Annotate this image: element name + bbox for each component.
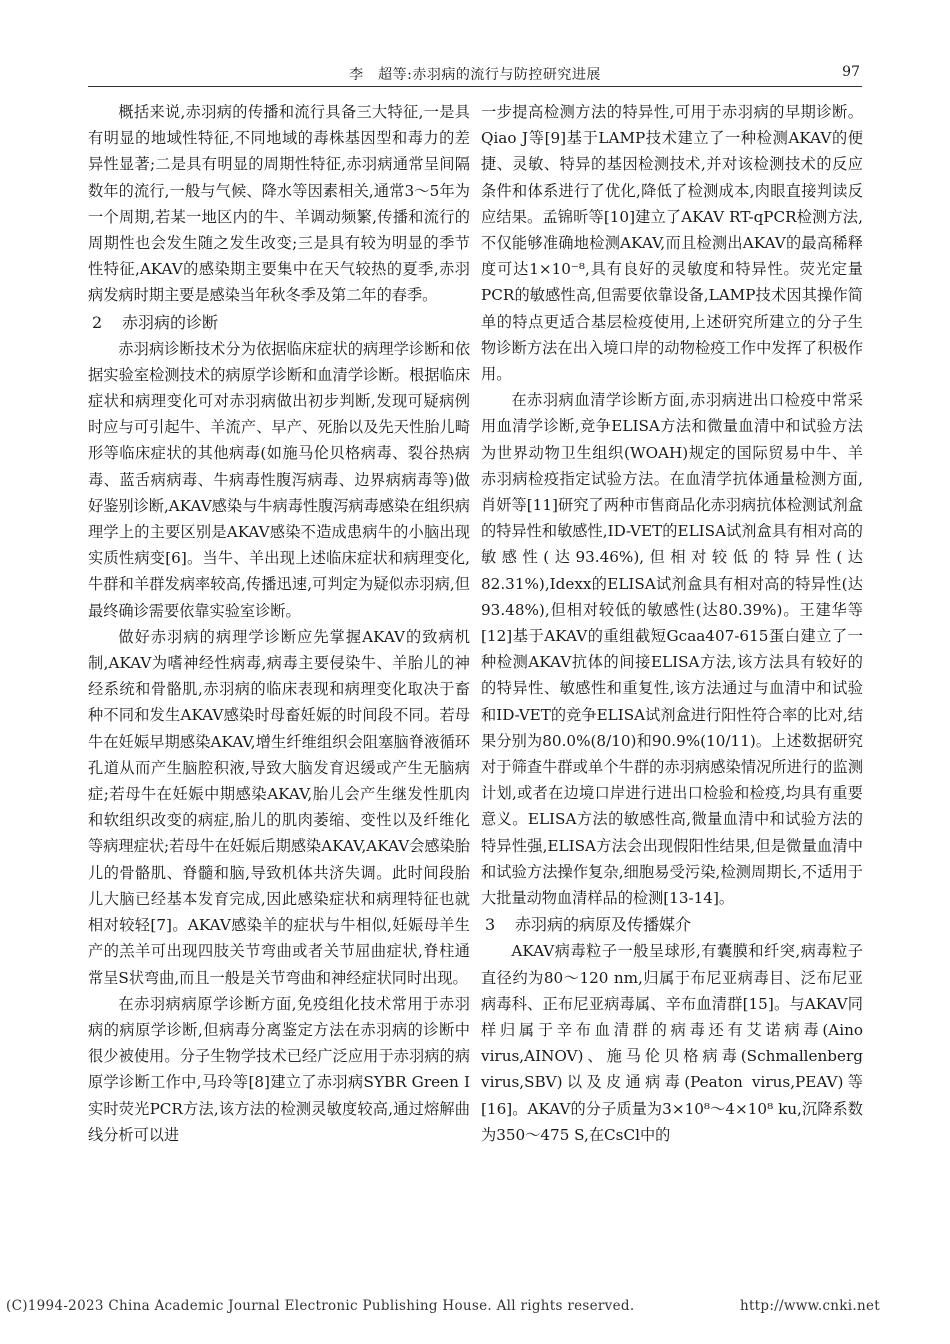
section-number: 2: [92, 312, 103, 332]
right-column: [481, 99, 863, 1148]
page-number: 97: [842, 64, 860, 80]
footer-url: http://www.cnki.net: [739, 1298, 880, 1314]
paragraph-pathology-diagnosis: 做好赤羽病的病理学诊断应先掌握AKAV的致病机制,AKAV为嗜神经性病毒,病毒主要侵染牛、羊胎儿的神经系统和骨骼肌,赤羽病的临床表现和病理变化取决于畜种不同和发生AKAV感染时母畜妊娠的时间段不同。若母牛在妊娠早期感染AKAV,增生纤维组织会阻塞脑脊液循环孔道从而产生脑腔积液,导致大脑发育迟缓或产生无脑病症;若母牛在妊娠中期感染AKAV,胎儿会产生继发性肌肉和软组织改变的病症,胎儿的肌肉萎缩、变性以及纤维化等病理症状;若母牛在妊娠后期感染AKAV,AKAV会感染胎儿的骨骼肌、脊髓和脑,导致机体共济失调。此时间段胎儿大脑已经基本发育完成,因此感染症状和病理特征也就相对较轻[7]。AKAV感染羊的症状与牛相似,妊娠母羊生产的羔羊可出现四肢关节弯曲或者关节屈曲症状,脊柱通常呈S状弯曲,而且一般是关节弯曲和神经症状同时出现。: [88, 627, 470, 987]
paragraph-etiology-diagnosis: 在赤羽病病原学诊断方面,免疫组化技术常用于赤羽病的病原学诊断,但病毒分离鉴定方法在赤羽病的诊断中很少被使用。分子生物学技术已经广泛应用于赤羽病的病原学诊断工作中,马玲等[8]建立了赤羽病SYBR Green Ⅰ实时荧光PCR方法,该方法的检测灵敏度较高,通过熔解曲线分析可以进: [88, 994, 470, 1144]
copyright-text: (C)1994-2023 China Academic Journal Electronic Publishing House. All rights reserved.: [6, 1298, 635, 1314]
section-number: 3: [485, 915, 496, 935]
section-title: 赤羽病的诊断: [122, 312, 219, 332]
paragraph-diagnosis-overview: 赤羽病诊断技术分为依据临床症状的病理学诊断和依据实验室检测技术的病原学诊断和血清学诊断。根据临床症状和病理变化可对赤羽病做出初步判断,发现可疑病例时应与可引起牛、羊流产、早产、死胎以及先天性胎儿畸形等临床症状的其他病毒(如施马伦贝格病毒、裂谷热病毒、蓝舌病病毒、牛病毒性腹泻病毒、边界病病毒等)做好鉴别诊断,AKAV感染与牛病毒性腹泻病毒感染在组织病理学上的主要区别是AKAV感染不造成患病牛的小脑出现实质性病变[6]。当牛、羊出现上述临床症状和病理变化,牛群和羊群发病率较高,传播迅速,可判定为疑似赤羽病,但最终确诊需要依靠实验室诊断。: [88, 339, 470, 620]
section-title: 赤羽病的病原及传播媒介: [515, 915, 692, 935]
paragraph-virus-properties: AKAV病毒粒子一般呈球形,有囊膜和纤突,病毒粒子直径约为80～120 nm,归属于布尼亚病毒目、泛布尼亚病毒科、正布尼亚病毒属、辛布血清群[15]。与AKAV同样归属于辛布血清群的病毒还有艾诺病毒(Aino virus,AINOV)、施马伦贝格病毒(Schmallenberg virus,SBV)以及皮通病毒(Peaton virus,PEAV)等[16]。AKAV的分子质量为3×10⁸～4×10⁸ ku,沉降系数为350～475 S,在CsCl中的: [481, 942, 863, 1144]
left-column: [88, 99, 470, 1148]
section-heading-diagnosis: [88, 309, 470, 336]
paragraph-etiology-continued: 一步提高检测方法的特异性,可用于赤羽病的早期诊断。Qiao J等[9]基于LAMP技术建立了一种检测AKAV的便捷、灵敏、特异的基因检测技术,并对该检测技术的反应条件和体系进行了优化,降低了检测成本,肉眼直接判读反应结果。孟锦昕等[10]建立了AKAV RT-qPCR检测方法,不仅能够准确地检测AKAV,而且检测出AKAV的最高稀释度可达1×10⁻⁸,具有良好的灵敏度和特异性。荧光定量PCR的敏感性高,但需要依靠设备,LAMP技术因其操作简单的特点更适合基层检疫使用,上述研究所建立的分子生物诊断方法在出入境口岸的动物检疫工作中发挥了积极作用。: [481, 103, 863, 384]
copyright-footer: [6, 1298, 950, 1314]
running-title: 李 超等:赤羽病的流行与防控研究进展: [349, 67, 601, 83]
running-header: [88, 62, 862, 87]
paragraph-epidemic-features: 概括来说,赤羽病的传播和流行具备三大特征,一是具有明显的地域性特征,不同地域的毒株基因型和毒力的差异性显著;二是具有明显的周期性特征,赤羽病通常呈间隔数年的流行,一般与气候、降水等因素相关,通常3～5年为一个周期,若某一地区内的牛、羊调动频繁,传播和流行的周期性也会发生随之发生改变;三是具有较为明显的季节性特征,AKAV的感染期主要集中在天气较热的夏季,赤羽病发病时期主要是感染当年秋冬季及第二年的春季。: [88, 103, 470, 305]
section-heading-pathogen: [481, 911, 863, 938]
paragraph-serology-diagnosis: 在赤羽病血清学诊断方面,赤羽病进出口检疫中常采用血清学诊断,竞争ELISA方法和微量血清中和试验方法为世界动物卫生组织(WOAH)规定的国际贸易中牛、羊赤羽病检疫指定试验方法。在血清学抗体通量检测方面,肖妍等[11]研究了两种市售商品化赤羽病抗体检测试剂盒的特异性和敏感性,ID-VET的ELISA试剂盒具有相对高的敏感性(达93.46%),但相对较低的特异性(达82.31%),Idexx的ELISA试剂盒具有相对高的特异性(达93.48%),但相对较低的敏感性(达80.39%)。王建华等[12]基于AKAV的重组截短Gcaa407-615蛋白建立了一种检测AKAV抗体的间接ELISA方法,该方法具有较好的的特异性、敏感性和重复性,该方法通过与血清中和试验和ID-VET的竞争ELISA试剂盒进行阳性符合率的比对,结果分别为80.0%(8/10)和90.9%(10/11)。上述数据研究对于筛查牛群或单个牛群的赤羽病感染情况所进行的监测计划,或者在边境口岸进行进出口检验和检疫,均具有重要意义。ELISA方法的敏感性高,微量血清中和试验方法的特异性强,ELISA方法会出现假阳性结果,但是微量血清中和试验方法操作复杂,细胞易受污染,检测周期长,不适用于大批量动物血清样品的检测[13-14]。: [481, 391, 863, 908]
